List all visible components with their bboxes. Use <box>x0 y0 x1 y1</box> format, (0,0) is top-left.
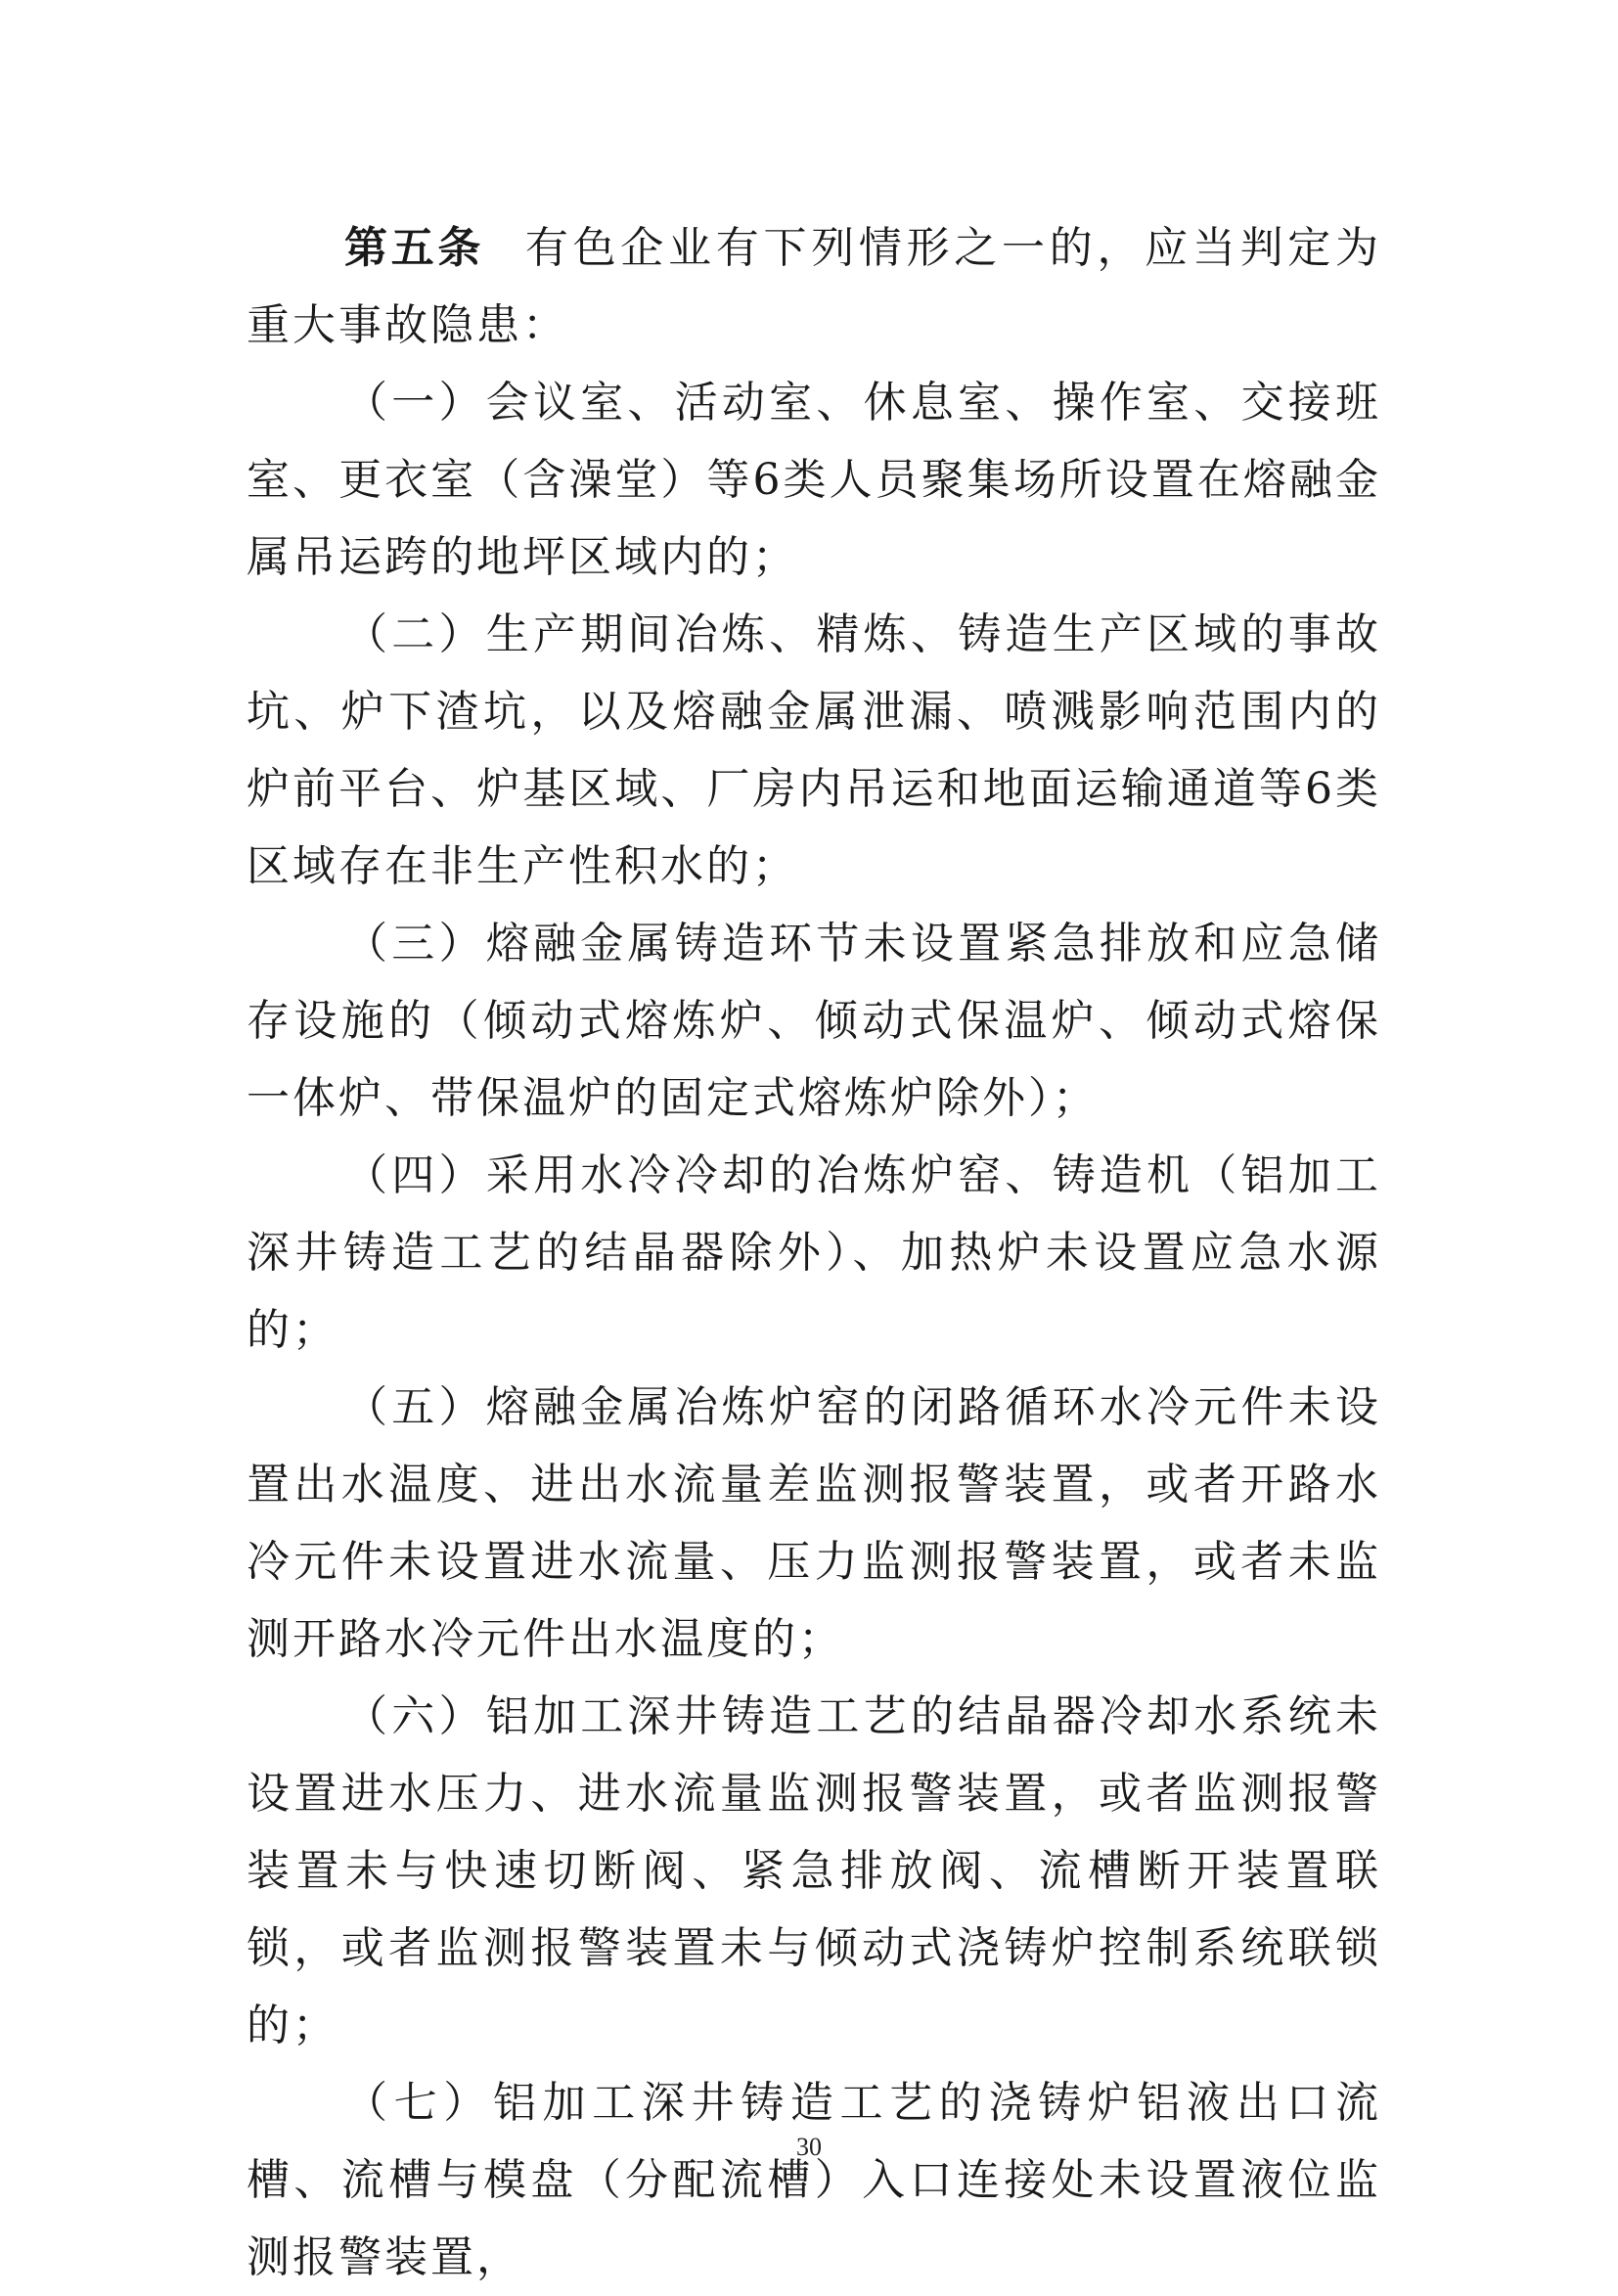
list-item-3: （三）熔融金属铸造环节未设置紧急排放和应急储存设施的（倾动式熔炼炉、倾动式保温炉、倾动式熔保一体炉、带保温炉的固定式熔炼炉除外）； <box>247 919 1381 1123</box>
list-item-5: （五）熔融金属冶炼炉窑的闭路循环水冷元件未设置出水温度、进出水流量差监测报警装置，或者开路水冷元件未设置进水流量、压力监测报警装置，或者未监测开路水冷元件出水温度的； <box>247 1382 1381 1664</box>
page-number: 30 <box>796 2133 822 2161</box>
article-intro: 有色企业有下列情形之一的，应当判定为重大事故隐患： <box>247 223 1382 350</box>
document-body <box>247 209 1381 2296</box>
article-paragraph <box>247 209 1381 364</box>
list-item-2: （二）生产期间冶炼、精炼、铸造生产区域的事故坑、炉下渣坑，以及熔融金属泄漏、喷溅影响范围内的炉前平台、炉基区域、厂房内吊运和地面运输通道等6类区域存在非生产性积水的； <box>247 609 1381 891</box>
article-label: 第五条 <box>344 223 485 273</box>
list-item-4: （四）采用水冷冷却的冶炼炉窑、铸造机（铝加工深井铸造工艺的结晶器除外）、加热炉未设置应急水源的； <box>247 1150 1381 1355</box>
list-item-6: （六）铝加工深井铸造工艺的结晶器冷却水系统未设置进水压力、进水流量监测报警装置，或者监测报警装置未与快速切断阀、紧急排放阀、流槽断开装置联锁，或者监测报警装置未与倾动式浇铸炉控制系统联锁的； <box>247 1691 1381 2050</box>
list-item-1: （一）会议室、活动室、休息室、操作室、交接班室、更衣室（含澡堂）等6类人员聚集场所设置在熔融金属吊运跨的地坪区域内的； <box>247 378 1381 582</box>
list-item-7: （七）铝加工深井铸造工艺的浇铸炉铝液出口流槽、流槽与模盘（分配流槽）入口连接处未设置液位监测报警装置， <box>247 2078 1381 2282</box>
